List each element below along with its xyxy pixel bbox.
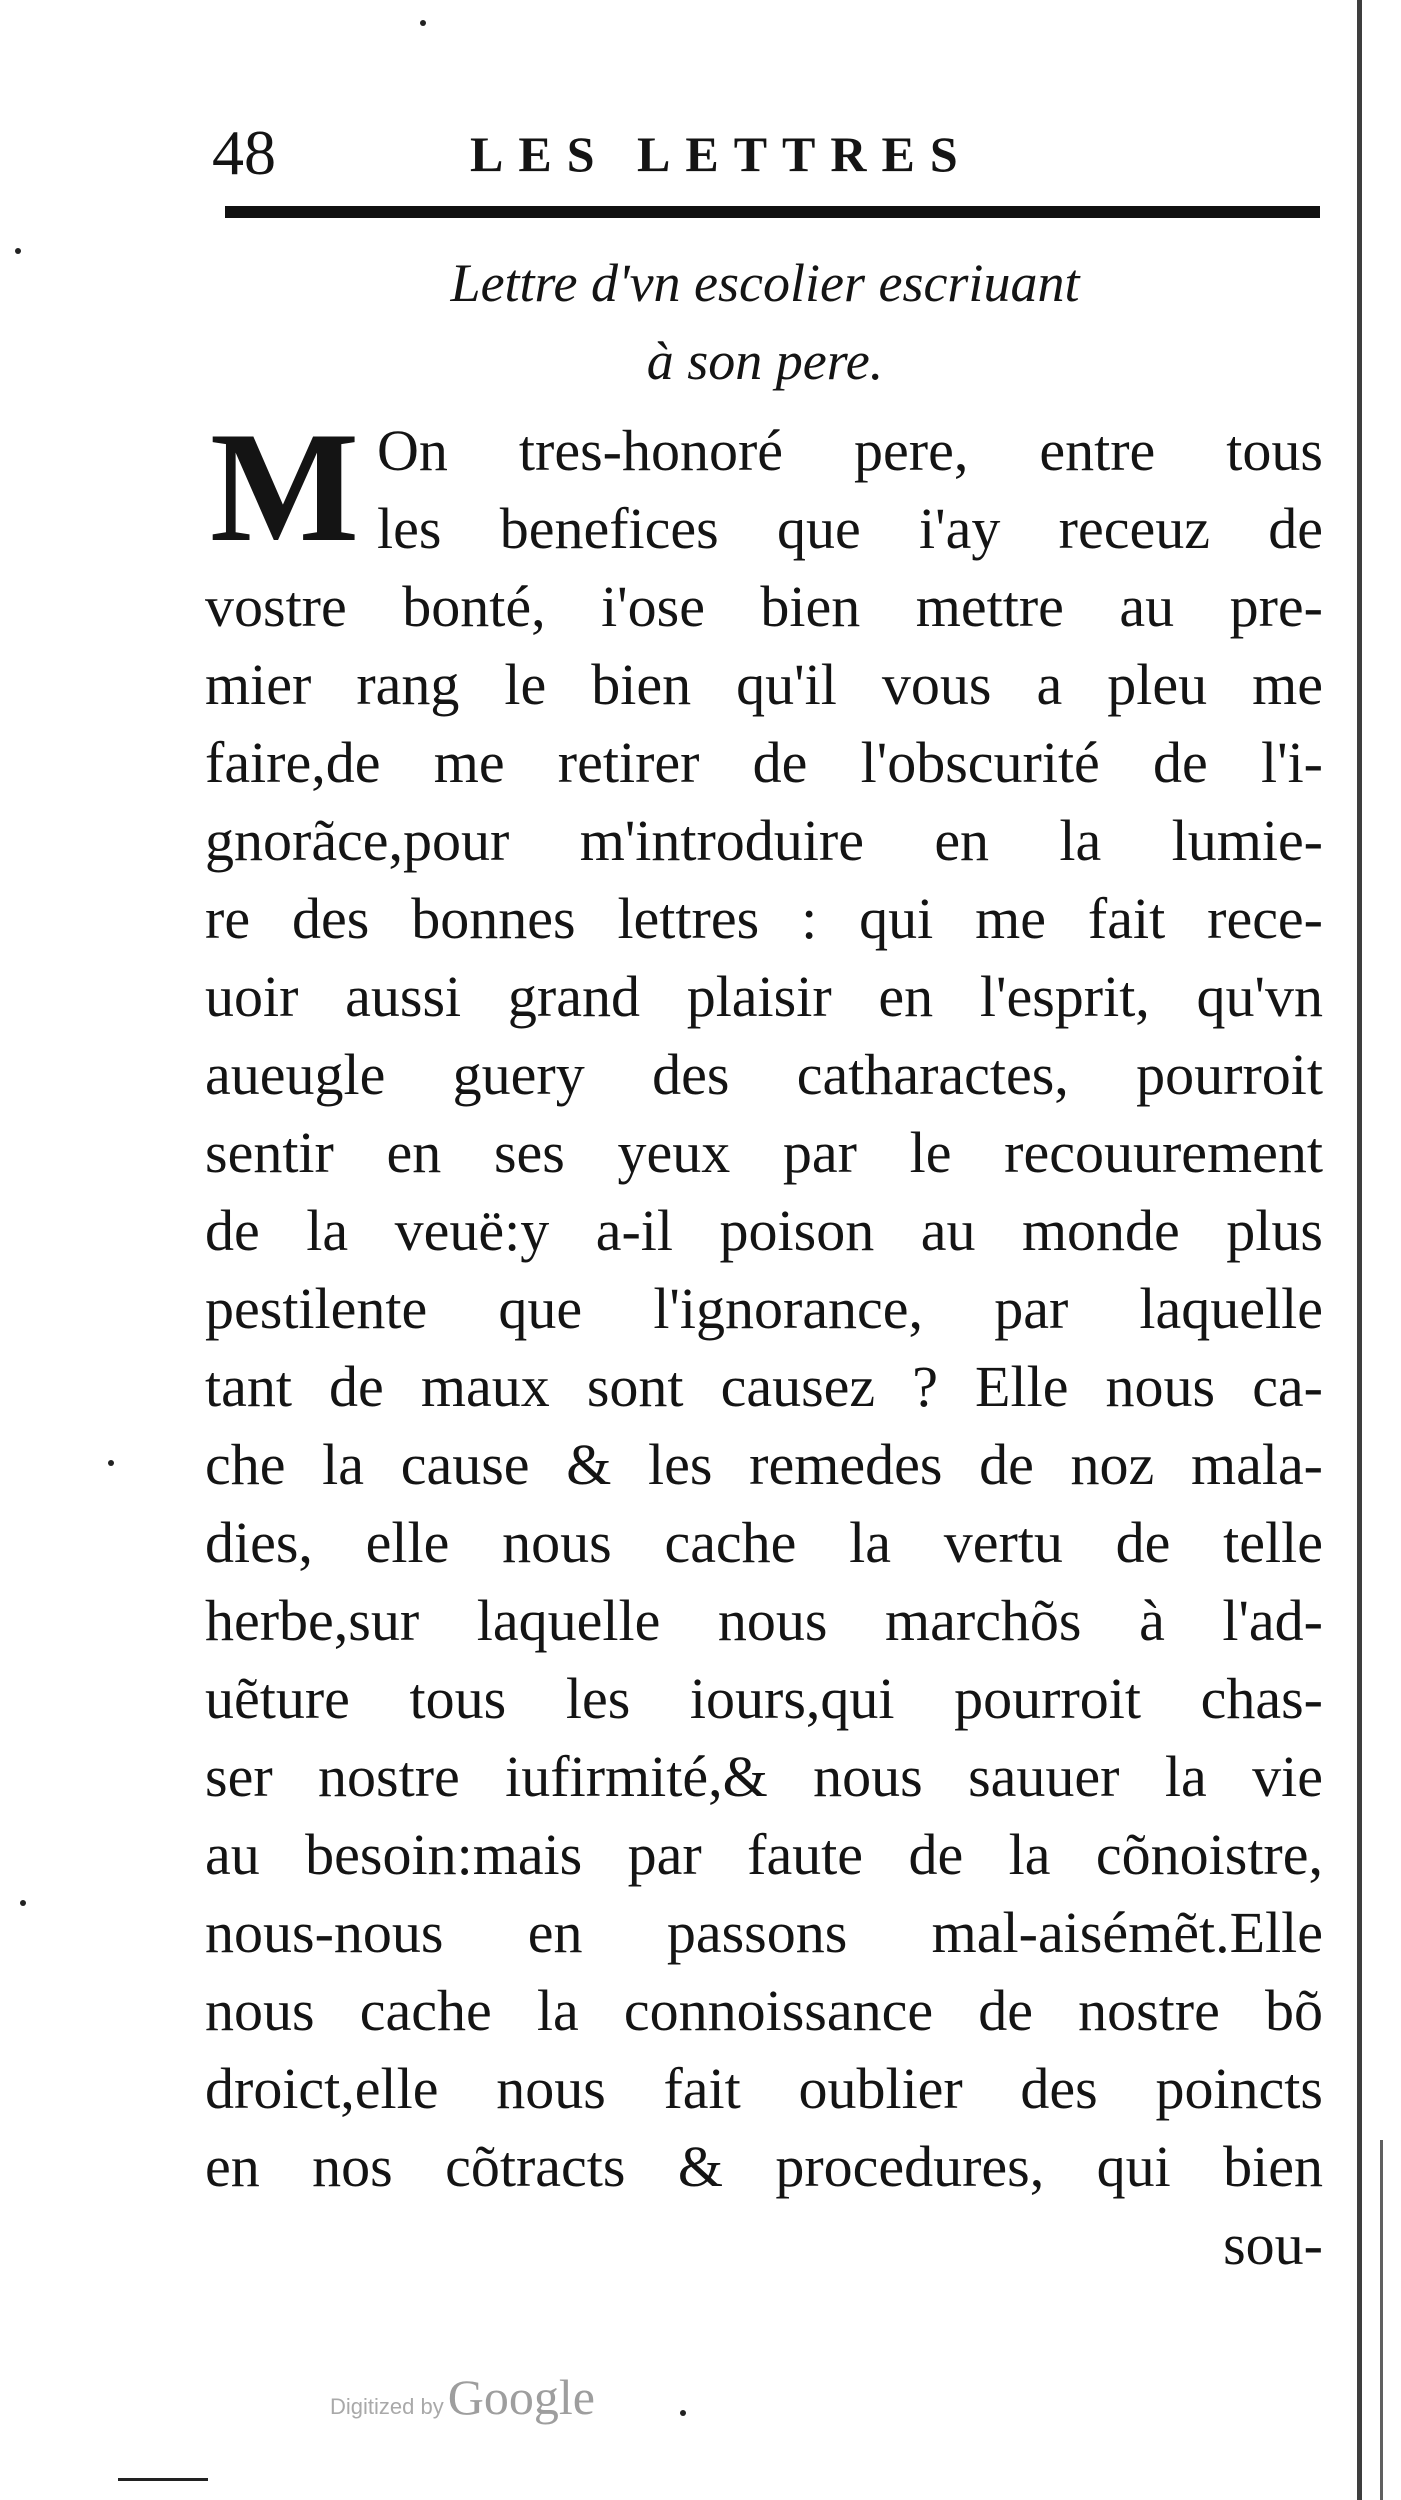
scan-speck [420, 20, 426, 26]
header-rule [225, 206, 1320, 218]
text-line: droict,elle nous fait oublier des poincts [205, 2056, 1323, 2121]
letter-title-line-1: Lettre d'vn escolier escriuant [450, 253, 1080, 313]
text-line: ser nostre iufirmité,& nous sauuer la vie [205, 1744, 1323, 1809]
text-line: les benefices que i'ay receuz de [377, 496, 1323, 561]
scan-speck [680, 2410, 686, 2416]
page-edge-line-secondary [1380, 2140, 1383, 2500]
text-line: nous cache la connoissance de nostre bõ [205, 1978, 1323, 2043]
text-line: On tres-honoré pere, entre tous [377, 418, 1323, 483]
body-text [205, 400, 1323, 2284]
watermark-brand: Google [447, 2369, 595, 2425]
watermark-prefix: Digitized by [330, 2394, 444, 2419]
text-line: faire,de me retirer de l'obscurité de l'i- [205, 730, 1323, 795]
text-line: herbe,sur laquelle nous marchõs à l'ad- [205, 1588, 1323, 1653]
page-edge-line [1357, 0, 1362, 2500]
scan-speck [108, 1460, 114, 1466]
scan-speck [15, 248, 21, 254]
text-line: uẽture tous les iours,qui pourroit chas- [205, 1666, 1323, 1731]
text-line: sentir en ses yeux par le recouurement [205, 1120, 1323, 1185]
text-line: gnorãce,pour m'introduire en la lumie- [205, 808, 1323, 873]
running-head: LES LETTRES [470, 126, 973, 182]
digitized-watermark [330, 2368, 595, 2426]
text-line: en nos cõtracts & procedures, qui bien [205, 2134, 1323, 2199]
text-line: aueugle guery des catharactes, pourroit [205, 1042, 1323, 1107]
scan-mark [118, 2478, 208, 2481]
scan-speck [20, 1900, 26, 1906]
letter-title-line-2: à son pere. [646, 331, 884, 391]
text-line: dies, elle nous cache la vertu de telle [205, 1510, 1323, 1575]
text-line: mier rang le bien qu'il vous a pleu me [205, 652, 1323, 717]
text-line: uoir aussi grand plaisir en l'esprit, qu'vn [205, 964, 1323, 1029]
catchword: sou- [1223, 2212, 1323, 2277]
text-line: vostre bonté, i'ose bien mettre au pre- [205, 574, 1323, 639]
page-header [212, 118, 1322, 188]
page-number: 48 [212, 117, 276, 188]
text-line: de la veuë:y a-il poison au monde plus [205, 1198, 1323, 1263]
text-line: che la cause & les remedes de noz mala- [205, 1432, 1323, 1497]
text-line: au besoin:mais par faute de la cõnoistre, [205, 1822, 1323, 1887]
text-line: re des bonnes lettres : qui me fait rece- [205, 886, 1323, 951]
text-line: nous-nous en passons mal-aisémẽt.Elle [205, 1900, 1323, 1965]
text-line: pestilente que l'ignorance, par laquelle [205, 1276, 1323, 1341]
text-line: tant de maux sont causez ? Elle nous ca- [205, 1354, 1323, 1419]
letter-title [210, 244, 1320, 400]
drop-cap: M [210, 400, 360, 575]
